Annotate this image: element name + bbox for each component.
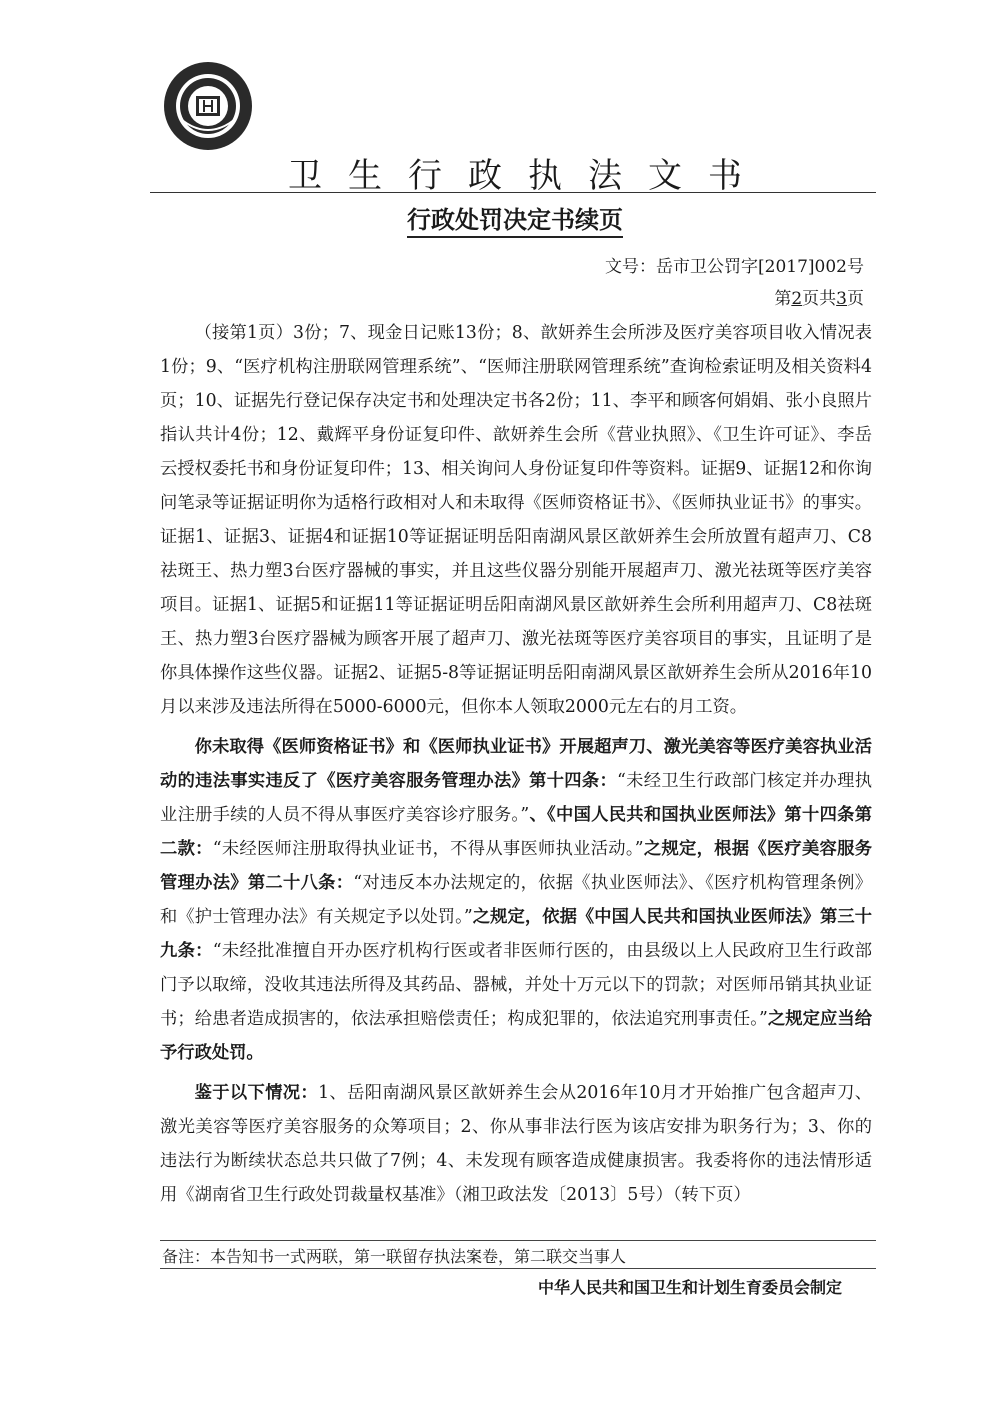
health-inspection-emblem [162, 60, 254, 152]
paragraph-circumstances: 鉴于以下情况：1、岳阳南湖风景区歆妍养生会从2016年10月才开始推广包含超声刀、激光美容等医疗美容服务的众筹项目；2、你从事非法行医为该店安排为职务行为；3、你的违法行为断续状态总共只做了7例；4、未发现有顾客造成健康损害。我委将你的违法情形适用《湖南省卫生行政处罚裁量权基准》（湘卫政法发〔2013〕5号）（转下页） [160, 1083, 872, 1205]
page-total: 3 [836, 289, 847, 309]
paragraph-evidence: （接第1页）3份；7、现金日记账13份；8、歆妍养生会所涉及医疗美容项目收入情况表1份；9、“医疗机构注册联网管理系统”、“医师注册联网管理系统”查询检索证明及相关资料4页；10、证据先行登记保存决定书和处理决定书各2份；11、李平和顾客何娟娟、张小良照片指认共计4份；12、戴辉平身份证复印件、歆妍养生会所《营业执照》、《卫生许可证》、李岳云授权委托书和身份证复印件；13、相关询问人身份证复印件等资料。证据9、证据12和你询问笔录等证据证明你为适格行政相对人和未取得《医师资格证书》、《医师执业证书》的事实。证据1、证据3、证据4和证据10等证据证明岳阳南湖风景区歆妍养生会所放置有超声刀、C8祛斑王、热力塑3台医疗器械的事实，并且这些仪器分别能开展超声刀、激光祛斑等医疗美容项目。证据1、证据5和证据11等证据证明岳阳南湖风景区歆妍养生会所利用超声刀、C8祛斑王、热力塑3台医疗器械为顾客开展了超声刀、激光祛斑等医疗美容项目的事实，且证明了是你具体操作这些仪器。证据2、证据5-8等证据证明岳阳南湖风景区歆妍养生会所从2016年10月以来涉及违法所得在5000-6000元，但你本人领取2000元左右的月工资。 [160, 323, 872, 717]
document-number: 文号：岳市卫公罚字[2017]002号 [605, 257, 864, 277]
header-rule [150, 192, 876, 193]
note-rule-top [160, 1240, 876, 1241]
page-info: 第2页共3页 [774, 289, 864, 309]
document-title: 行政处罚决定书续页 [150, 200, 880, 235]
footer-note: 备注：本告知书一式两联，第一联留存执法案卷，第二联交当事人 [162, 1247, 627, 1266]
page-current: 2 [791, 289, 803, 309]
note-rule-bottom [160, 1268, 876, 1269]
header-title: 卫生行政执法文书 [288, 156, 768, 196]
paragraph-violation: 你未取得《医师资格证书》和《医师执业证书》开展超声刀、激光美容等医疗美容执业活动的违法事实违反了《医疗美容服务管理办法》第十四条：“未经卫生行政部门核定并办理执业注册手续的人员不得从事医疗美容诊疗服务。”、《中国人民共和国执业医师法》第十四条第二款：“未经医师注册取得执业证书，不得从事医师执业活动。”之规定，根据《医疗美容服务管理办法》第二十八条：“对违反本办法规定的，依据《执业医师法》、《医疗机构管理条例》和《护士管理办法》有关规定予以处罚。”之规定，依据《中国人民共和国执业医师法》第三十九条：“未经批准擅自开办医疗机构行医或者非医师行医的，由县级以上人民政府卫生行政部门予以取缔，没收其违法所得及其药品、器械，并处十万元以下的罚款；对医师吊销其执业证书；给患者造成损害的，依法承担赔偿责任；构成犯罪的，依法追究刑事责任。”之规定应当给予行政处罚。 [160, 737, 872, 1063]
document-body [160, 316, 872, 1218]
footer-issuer: 中华人民共和国卫生和计划生育委员会制定 [537, 1278, 842, 1297]
